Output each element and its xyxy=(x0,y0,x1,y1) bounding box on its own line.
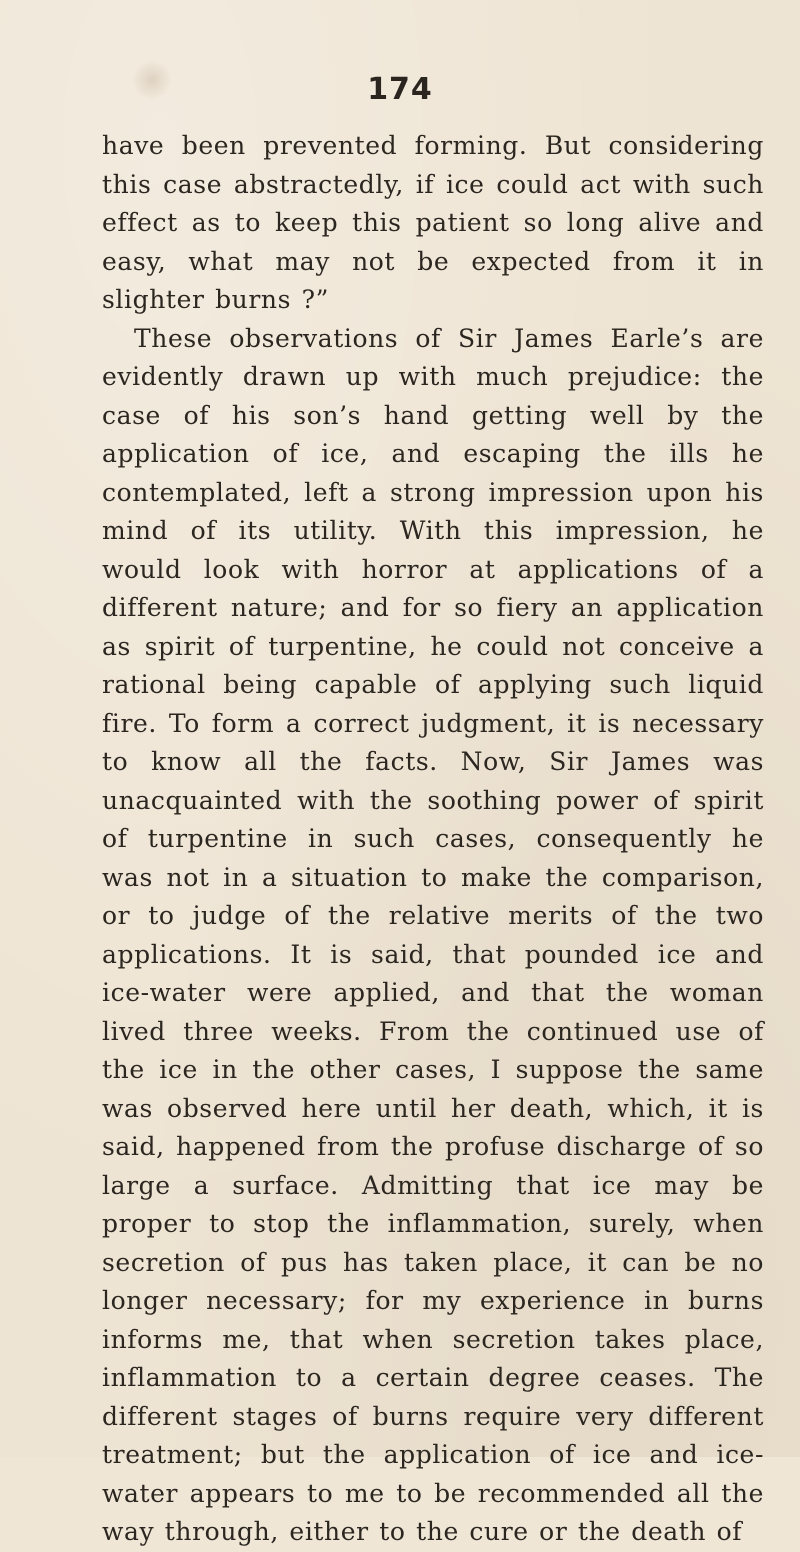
paragraph-continuation: have been prevented forming. But considering this case abstractedly, if ice could act with such effect as to keep this patient so long alive and easy, what may not be expected from it in slighter burns ?” xyxy=(102,131,764,314)
page-number: 174 xyxy=(367,72,433,107)
body-text xyxy=(102,127,764,1552)
paragraph: These observations of Sir James Earle’s are evidently drawn up with much prejudice: the case of his son’s hand getting well by the application of ice, and escaping the ills he contemplated, left a strong impression upon his mind of its utility. With this impression, he would look with horror at applications of a different nature; and for so fiery an application as spirit of turpentine, he could not conceive a rational being capable of applying such liquid fire. To form a correct judgment, it is necessary to know all the facts. Now, Sir James was unacquainted with the soothing power of spirit of turpentine in such cases, consequently he was not in a situation to make the comparison, or to judge of the relative merits of the two applications. It is said, that pounded ice and ice-water were applied, and that the woman lived three weeks. From the continued use of the ice in the other cases, I suppose the same was observed here until her death, which, it is said, happened from the profuse discharge of so large a surface. Admitting that ice may be proper to stop the inflammation, surely, when secretion of pus has taken place, it can be no longer necessary; for my experience in burns informs me, that when secretion takes place, inflammation to a certain degree ceases. The different stages of burns require very different treatment; but the application of ice and ice-water appears to me to be recommended all the way through, either to the cure or the death of xyxy=(102,323,764,1546)
